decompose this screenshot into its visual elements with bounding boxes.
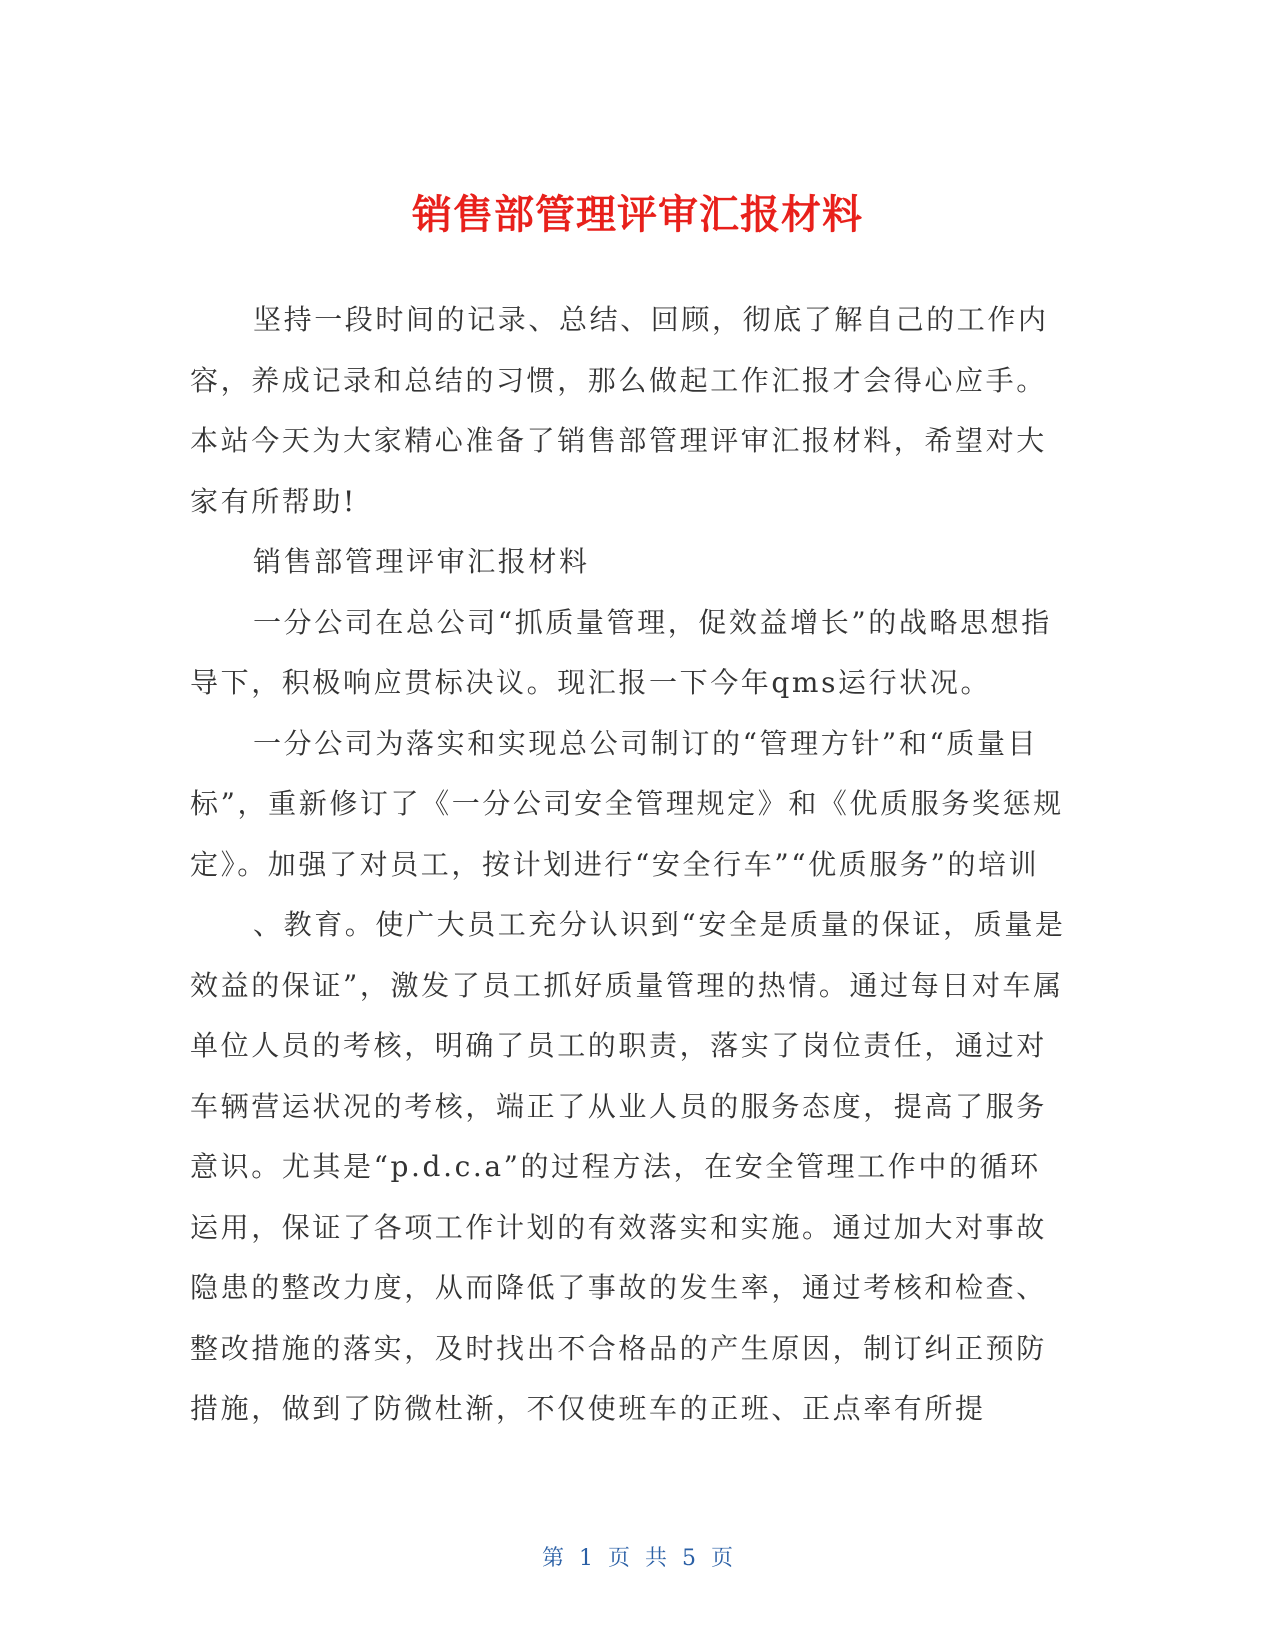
paragraph-policy: 一分公司为落实和实现总公司制订的“管理方针”和“质量目标”，重新修订了《一分公司安全管理规定》和《优质服务奖惩规定》。加强了对员工，按计划进行“安全行车”“优质服务”的培训 <box>190 726 1064 881</box>
page-number-footer: 第 1 页 共 5 页 <box>542 1546 733 1571</box>
paragraph-subtitle: 销售部管理评审汇报材料 <box>253 545 590 578</box>
page-title: 销售部管理评审汇报材料 <box>412 191 863 238</box>
paragraph-strategy: 一分公司在总公司“抓质量管理，促效益增长”的战略思想指导下，积极响应贯标决议。现汇报一下今年qms运行状况。 <box>190 605 1052 699</box>
document-body <box>190 290 1070 1440</box>
paragraph-intro: 坚持一段时间的记录、总结、回顾，彻底了解自己的工作内容，养成记录和总结的习惯，那么做起工作汇报才会得心应手。本站今天为大家精心准备了销售部管理评审汇报材料，希望对大家有所帮助! <box>190 303 1049 518</box>
paragraph-education: 、教育。使广大员工充分认识到“安全是质量的保证，质量是效益的保证”，激发了员工抓好质量管理的热情。通过每日对车属单位人员的考核，明确了员工的职责，落实了岗位责任，通过对车辆营运状况的考核，端正了从业人员的服务态度，提高了服务意识。尤其是“p.d.c.a”的过程方法，在安全管理工作中的循环运用，保证了各项工作计划的有效落实和实施。通过加大对事故隐患的整改力度，从而降低了事故的发生率，通过考核和检查、整改措施的落实，及时找出不合格品的产生原因，制订纠正预防措施，做到了防微杜渐，不仅使班车的正班、正点率有所提 <box>190 908 1066 1425</box>
